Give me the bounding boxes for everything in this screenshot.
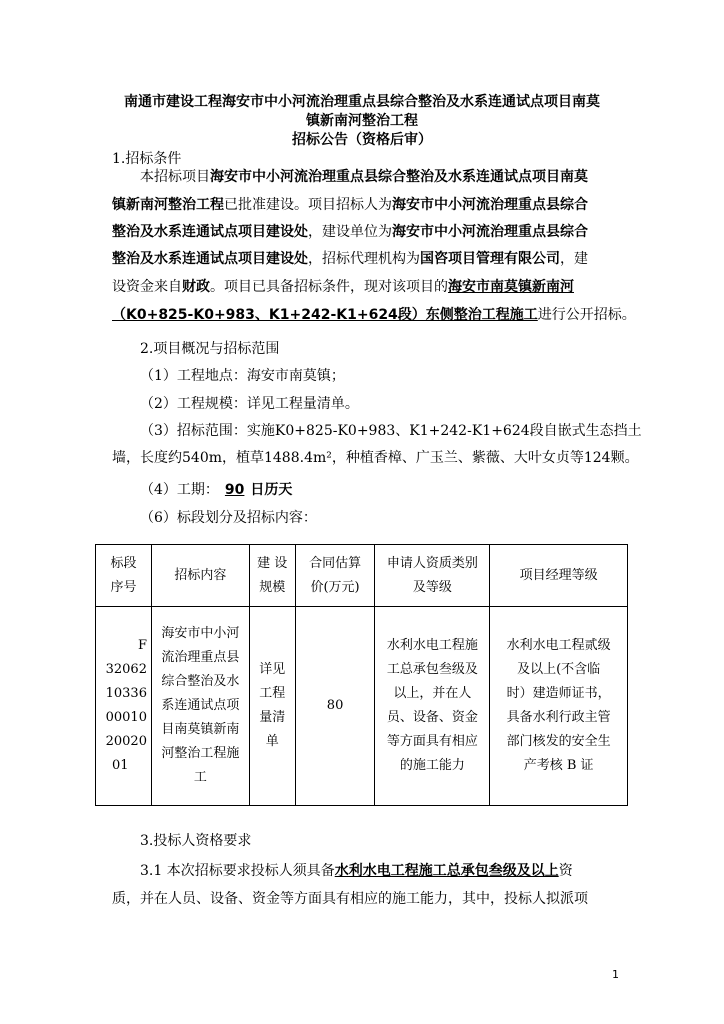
document-title-line2: 镇新南河整治工程: [306, 113, 418, 129]
header-text: 招标内容: [174, 567, 227, 583]
cell-text: 员、设备、资金: [386, 710, 478, 725]
cell-text: 河整治工程施: [161, 746, 240, 761]
cell-text: 具备水利行政主管: [506, 710, 611, 725]
project-name-cont: 镇新南河整治工程: [112, 197, 224, 213]
header-price: [295, 545, 375, 607]
cell-text: 水利水电工程贰级: [506, 638, 611, 653]
required-qualification: 水利水电工程施工总承包叁级及以上: [334, 863, 559, 879]
header-text: 规模: [259, 579, 286, 595]
section2-item6: （6）标段划分及招标内容：: [140, 510, 317, 526]
header-text: 建 设: [257, 555, 288, 571]
cell-text: 综合整治及水: [161, 674, 240, 689]
cell-lot-no: [96, 607, 152, 806]
cell-text: 工程: [259, 686, 286, 701]
section2-item2: （2）工程规模：详见工程量清单。: [140, 396, 359, 412]
section3-heading: 3.投标人资格要求: [140, 833, 252, 849]
section2-item1: （1）工程地点：海安市南莫镇；: [140, 368, 345, 384]
header-text: 序号: [110, 579, 137, 595]
section1-para-line6: [112, 304, 636, 324]
cell-text: 的施工能力: [399, 758, 465, 773]
header-text: 及等级: [412, 579, 452, 595]
cell-text: 目南莫镇新南: [161, 722, 240, 737]
section2-item4: [140, 479, 292, 499]
section1-para-line2: [112, 194, 588, 214]
cell-text: F: [137, 638, 147, 653]
header-lot-no: [96, 545, 152, 607]
document-title-line1: 南通市建设工程海安市中小河流治理重点县综合整治及水系连通试点项目南莫: [124, 94, 600, 110]
header-qualification: [375, 545, 490, 607]
document-subtitle: 招标公告（资格后审）: [292, 132, 432, 148]
bid-project-name-cont: （K0+825-K0+983、K1+242-K1+624段）东侧整治工程施工: [112, 307, 538, 323]
text: ，建设单位为: [308, 224, 392, 240]
header-pm-level: [490, 545, 628, 607]
header-text: 项目经理等级: [519, 567, 598, 583]
section3-para-line1: [140, 860, 573, 880]
text: 设资金来自: [112, 279, 182, 295]
header-text: 合同估算: [309, 555, 362, 571]
cell-text: 00010: [105, 710, 147, 725]
cell-content: [151, 607, 249, 806]
project-name: 海安市中小河流治理重点县综合整治及水系连通试点项目南莫: [210, 169, 588, 185]
cell-pm-level: [490, 607, 628, 806]
cell-text: 系连通试点项: [161, 698, 240, 713]
text: 已批准建设。项目招标人为: [224, 197, 392, 213]
cell-text: 及以上(不含临: [517, 662, 601, 677]
text: 。项目已具备招标条件，现对该项目的: [210, 279, 448, 295]
text: ，招标代理机构为: [308, 251, 420, 267]
cell-text: 详见: [259, 662, 286, 677]
header-text: 价(万元): [310, 579, 360, 595]
cell-text: 以上，并在人: [393, 686, 472, 701]
cell-text: 20020: [105, 734, 147, 749]
cell-qualification: [375, 607, 490, 806]
cell-text: 量清: [259, 710, 286, 725]
section1-para-line1: [140, 166, 588, 186]
text: 本招标项目: [140, 169, 210, 185]
cell-text: 等方面具有相应: [386, 734, 478, 749]
section2-item3-line1: （3）招标范围：实施K0+825-K0+983、K1+242-K1+624段自嵌式生态挡土: [140, 423, 642, 439]
section1-para-line5: [112, 276, 574, 296]
tenderer-name-cont: 整治及水系连通试点项目建设处: [112, 224, 308, 240]
text: 进行公开招标。: [537, 307, 636, 323]
cell-scale: [249, 607, 295, 806]
text: 3.1 本次招标要求投标人须具备: [140, 863, 335, 879]
table-row: [96, 607, 628, 806]
builder-name: 海安市中小河流治理重点县综合: [392, 224, 588, 240]
duration-days: 90: [224, 482, 245, 498]
section1-para-line3: [112, 221, 588, 241]
bid-project-name: 海安市南莫镇新南河: [448, 279, 574, 295]
table-header-row: [96, 545, 628, 607]
section2-heading: 2.项目概况与招标范围: [140, 341, 280, 357]
page-number: 1: [612, 968, 619, 981]
cell-text: 部门核发的安全生: [506, 734, 611, 749]
bid-lot-table: [95, 544, 628, 806]
text: ，建: [560, 251, 588, 267]
section2-item3-line2: 墙，长度约540m，植草1488.4m²，种植香樟、广玉兰、紫薇、大叶女贞等124颗。: [112, 450, 639, 466]
cell-price: 80: [295, 607, 375, 806]
text: 资: [558, 863, 573, 879]
duration-unit: 日历天: [250, 482, 293, 498]
cell-text: 流治理重点县: [161, 650, 240, 665]
section3-para-line2: 质，并在人员、设备、资金等方面具有相应的施工能力，其中，投标人拟派项: [112, 891, 588, 907]
header-scale: [249, 545, 295, 607]
section1-para-line4: [112, 248, 588, 268]
agency-name: 国咨项目管理有限公司: [420, 251, 560, 267]
cell-text: 工总承包叁级及: [386, 662, 478, 677]
cell-text: 单: [265, 734, 279, 749]
cell-text: 海安市中小河: [161, 626, 240, 641]
text: （4）工期：: [140, 482, 219, 498]
tenderer-name: 海安市中小河流治理重点县综合: [392, 197, 588, 213]
header-content: [151, 545, 249, 607]
cell-text: 32062: [105, 662, 147, 677]
builder-name-cont: 整治及水系连通试点项目建设处: [112, 251, 308, 267]
cell-text: 水利水电工程施: [386, 638, 478, 653]
fund-source: 财政: [182, 279, 210, 295]
cell-text: 产考核 B 证: [523, 758, 594, 773]
header-text: 标段: [110, 555, 137, 571]
cell-text: 工: [193, 770, 207, 785]
cell-text: 时）建造师证书，: [506, 686, 611, 701]
header-text: 申请人资质类别: [386, 555, 478, 571]
cell-text: 10336: [105, 686, 147, 701]
cell-text: 01: [112, 758, 129, 773]
section1-heading: 1.招标条件: [112, 151, 182, 167]
